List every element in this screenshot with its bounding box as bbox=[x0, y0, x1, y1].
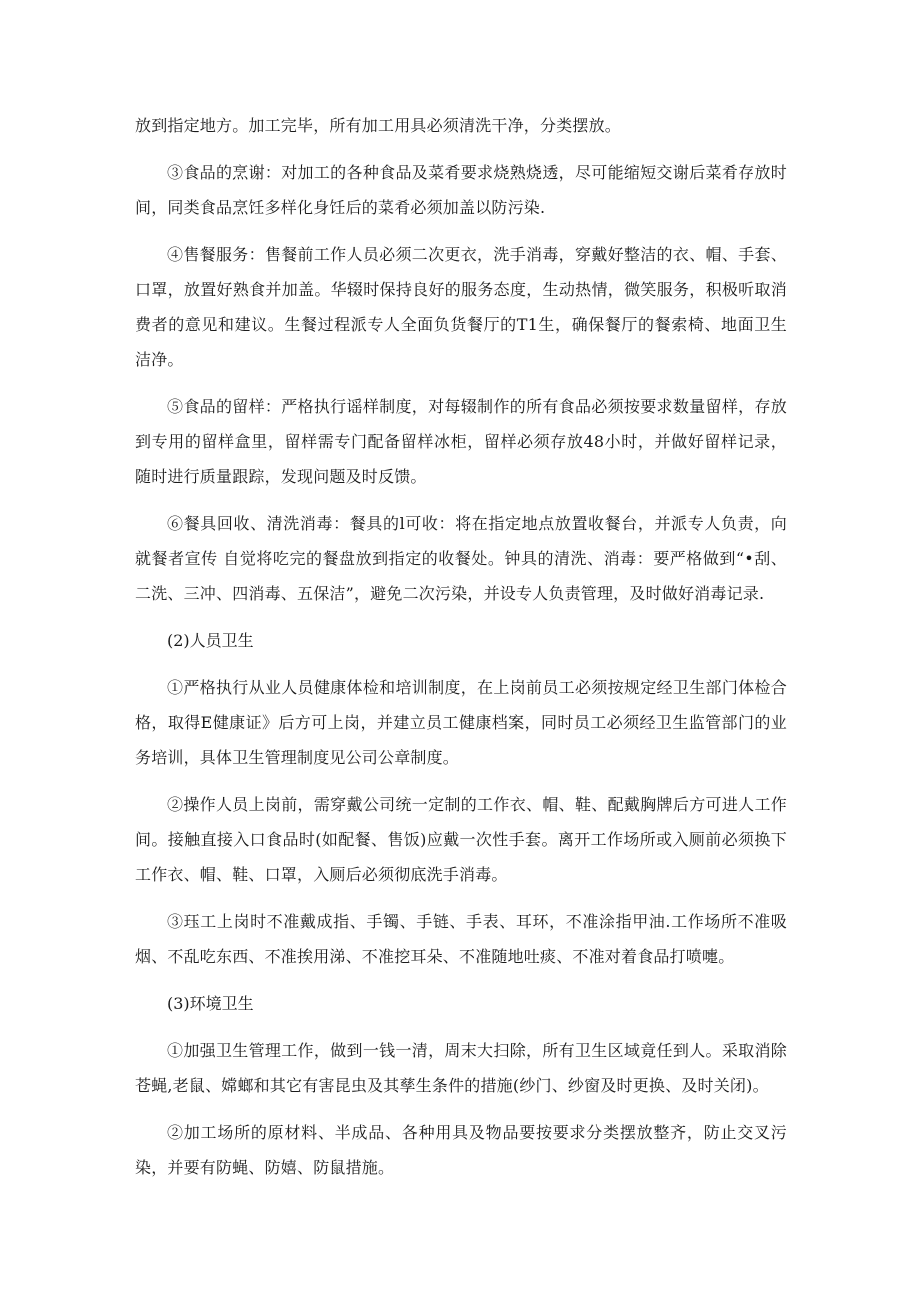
paragraph-health-check: ①严格执行从业人员健康体检和培训制度，在上岗前员工必须按规定经卫生部门体检合格，取得E健康证》后方可上岗，并建立员工健康档案，同时员工必须经卫生监管部门的业务培训，具体卫生管理制度见公司公章制度。 bbox=[135, 678, 787, 767]
paragraph-staff-conduct: ③珏工上岗时不准戴成指、手镯、手链、手表、耳环，不准涂指甲油.工作场所不准吸烟、不乱吃东西、不准挨用涕、不准挖耳朵、不准随地吐痰、不准对着食品打喷嚏。 bbox=[135, 912, 787, 966]
paragraph-food-cooking: ③食品的烹谢：对加工的各种食品及菜肴要求烧熟烧透，尽可能缩短交谢后菜肴存放时间，同类食品烹饪多样化身饪后的菜肴必须加盖以防污染. bbox=[135, 163, 787, 217]
paragraph-material-storage: ②加工场所的原材料、半成品、各种用具及物品要按要求分类摆放整齐，防止交叉污染，并要有防蝇、防嬉、防鼠措施。 bbox=[135, 1123, 787, 1177]
paragraph-meal-service: ④售餐服务：售餐前工作人员必须二次更衣，洗手消毒，穿戴好整洁的衣、帽、手套、口罩，放置好熟食并加盖。华辍时保持良好的服务态度，生动热情，微笑服务，积极听取消费者的意见和建议。生餐过程派专人全面负货餐厅的T1生，确保餐厅的餐索椅、地面卫生洁净。 bbox=[135, 245, 787, 369]
section-heading-environmental-hygiene: (3)环境卫生 bbox=[167, 994, 254, 1013]
paragraph-tableware-cleaning: ⑥餐具回收、清洗消毒：餐具的l可收：将在指定地点放置收餐台，并派专人负责，向就餐者宣传 自觉将吃完的餐盘放到指定的收餐处。钟具的清洗、消毒：要严格做到“•刮、二洗、三冲、四消毒、五保洁”，避免二次污染，并设专人负责管理，及时做好消毒记录. bbox=[135, 514, 787, 603]
paragraph-continuation: 放到指定地方。加工完毕，所有加工用具必须清洗干净，分类摆放。 bbox=[135, 116, 622, 135]
section-heading-personnel-hygiene: (2)人员卫生 bbox=[167, 631, 254, 650]
document-body bbox=[135, 108, 787, 1197]
paragraph-food-sampling: ⑤食品的留样：严格执行谣样制度，对每辍制作的所有食品必须按要求数量留样，存放到专用的留样盒里，留样需专门配备留样冰柜，留样必须存放48小时，并做好留样记录，随时进行质量跟踪，发现问题及时反馈。 bbox=[135, 397, 787, 486]
paragraph-hygiene-management: ①加强卫生管理工作，做到一钱一清，周末大扫除，所有卫生区域竟任到人。采取消除苍蝇,老鼠、嫦螂和其它有害昆虫及其孳生条件的措施(纱门、纱窗及时更换、及时关闭)。 bbox=[135, 1041, 787, 1095]
paragraph-work-attire: ②操作人员上岗前，需穿戴公司统一定制的工作衣、帽、鞋、配戴胸牌后方可进人工作间。接触直接入口食品时(如配餐、售饭)应戴一次性手套。离开工作场所或入厕前必须换下工作衣、帽、鞋、口罩，入厕后必须彻底洗手消毒。 bbox=[135, 795, 787, 884]
